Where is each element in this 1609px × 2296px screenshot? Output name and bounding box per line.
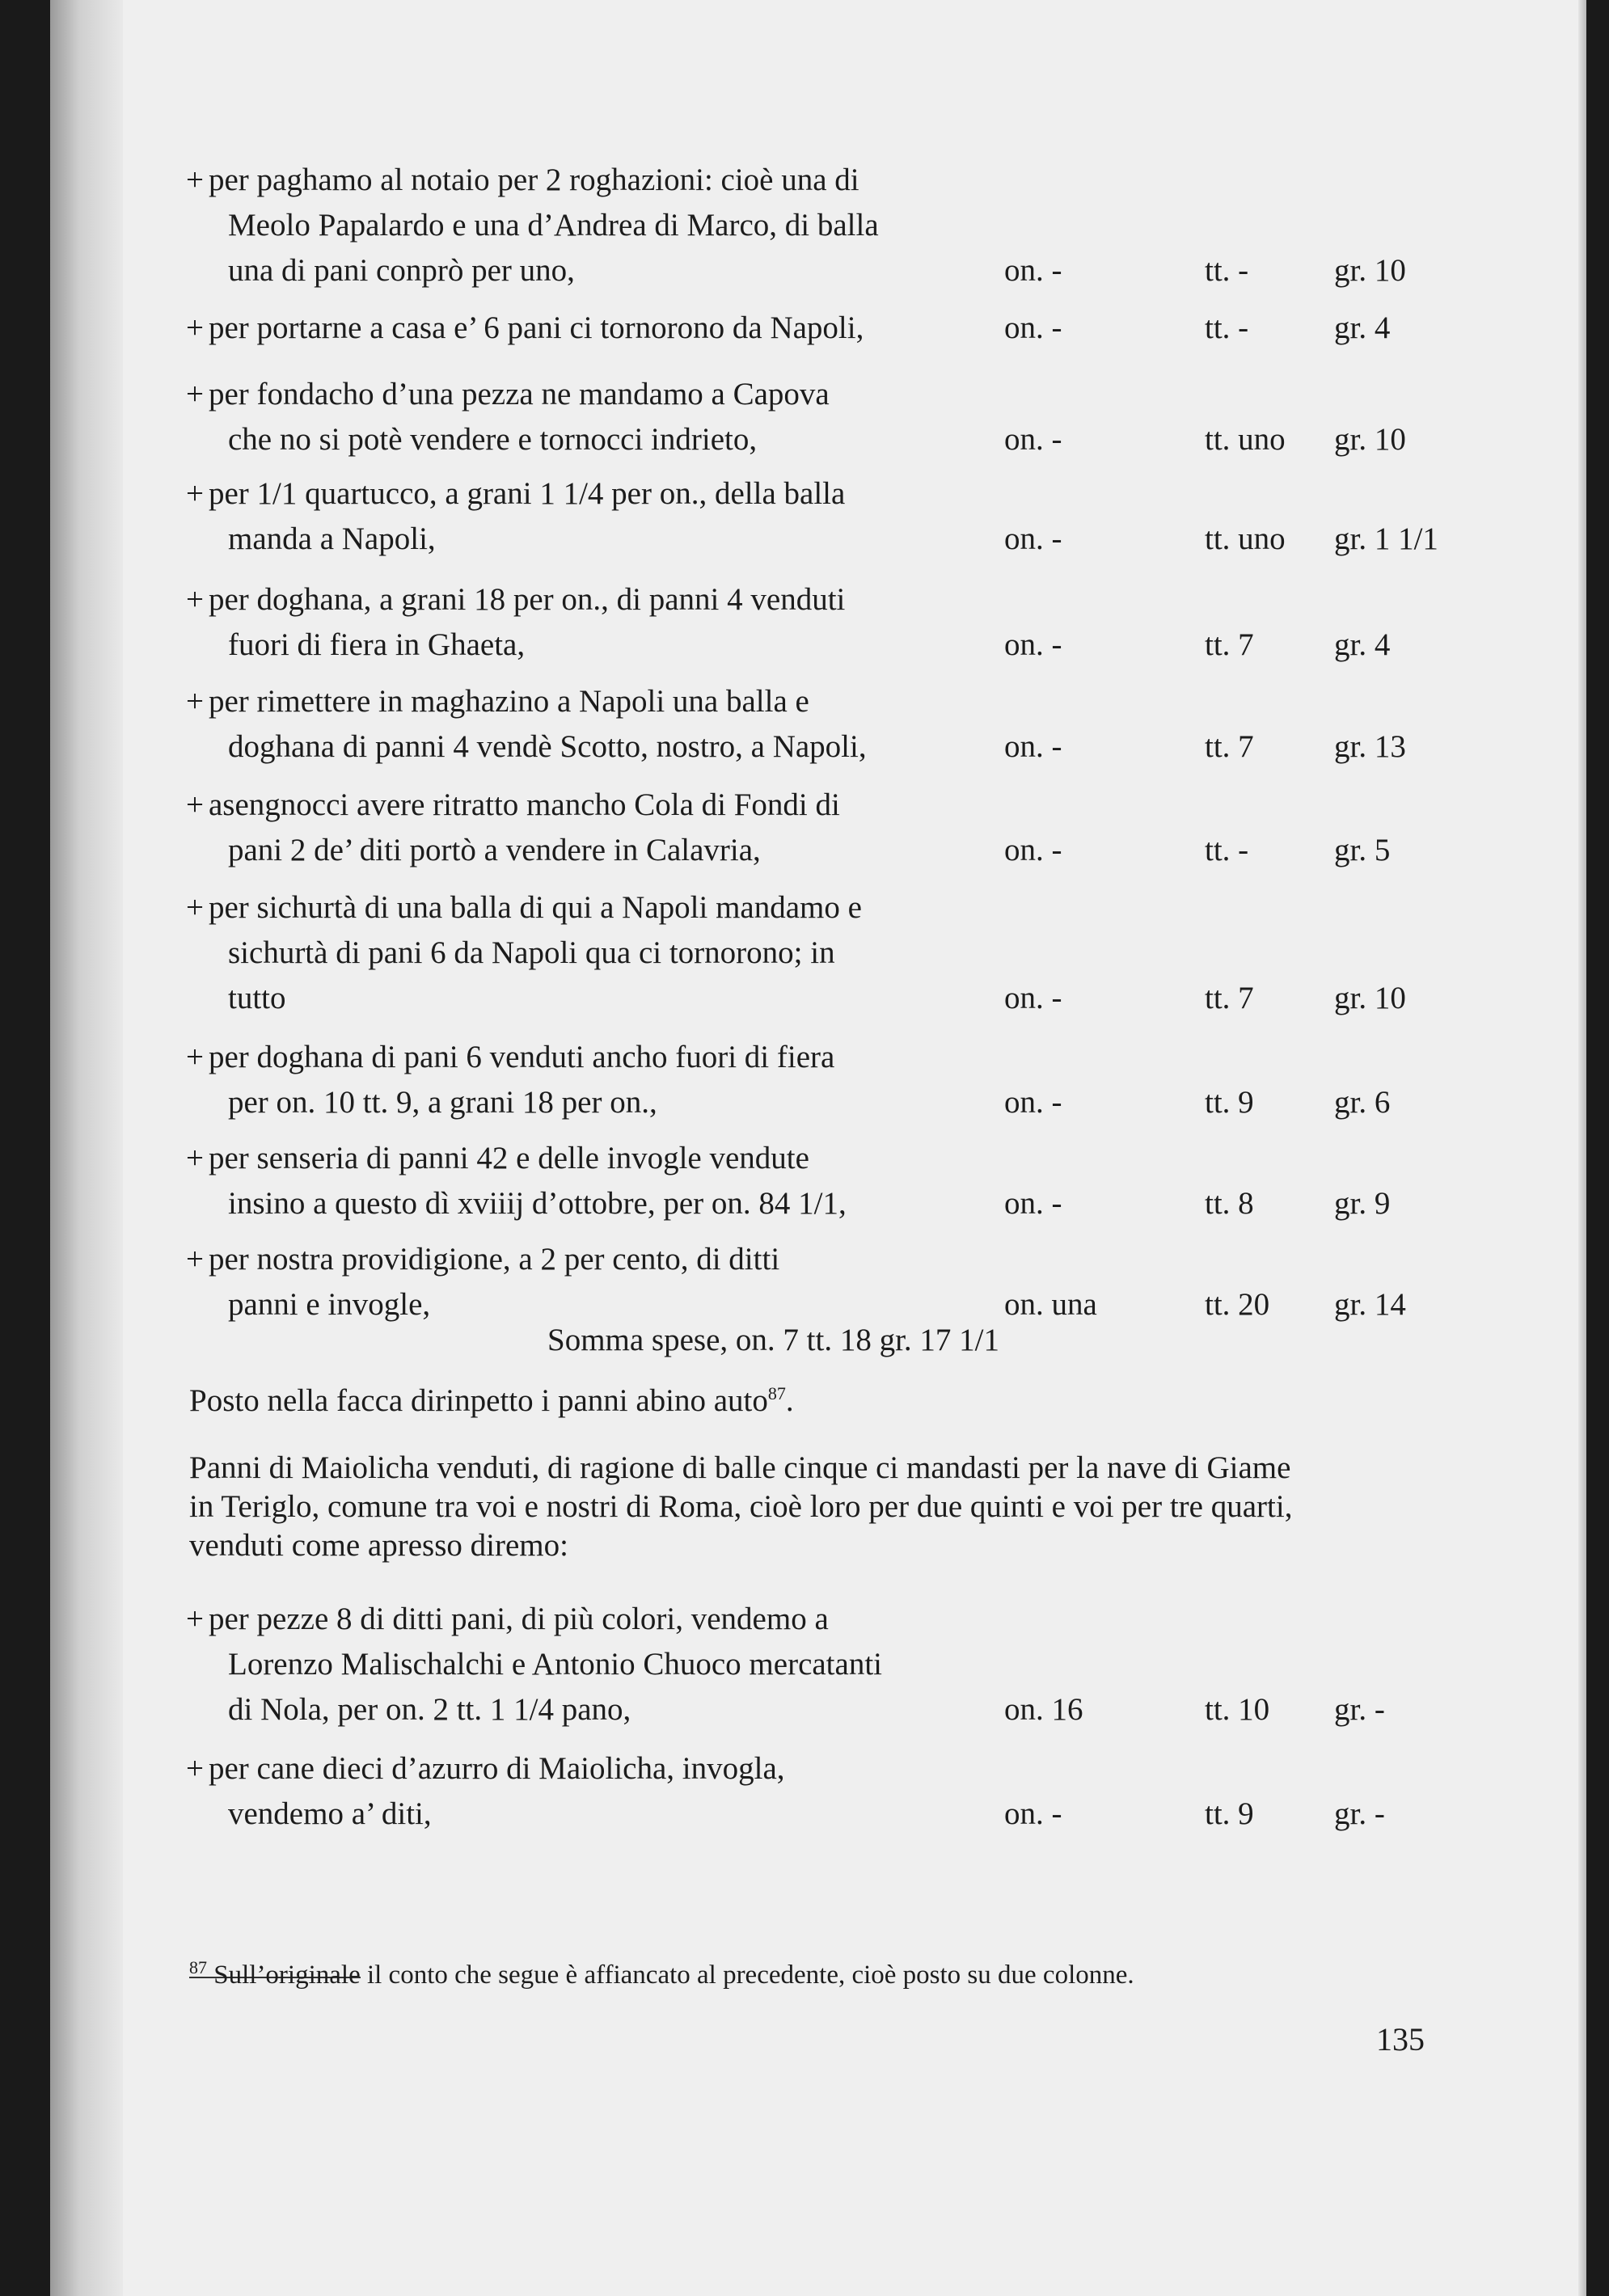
footnote-ref: 87 <box>767 1383 786 1403</box>
amount-on: on. - <box>1004 1796 1062 1831</box>
amount-gr: gr. 5 <box>1334 833 1391 867</box>
entry-line: per cane dieci d’azurro di Maiolicha, invogla, <box>209 1751 785 1786</box>
amount-gr: gr. 10 <box>1334 422 1406 457</box>
entry-line: una di pani conprò per uno, <box>228 253 575 288</box>
amount-gr: gr. - <box>1334 1796 1385 1831</box>
amount-tt: tt. 7 <box>1205 981 1254 1015</box>
amount-on: on. - <box>1004 521 1062 556</box>
entry-line: per 1/1 quartucco, a grani 1 1/4 per on., della balla <box>209 476 846 511</box>
amount-tt: tt. - <box>1205 833 1249 867</box>
amount-gr: gr. 4 <box>1334 310 1391 345</box>
amount-tt: tt. uno <box>1205 521 1286 556</box>
entry-line: che no si potè vendere e tornocci indrieto, <box>228 422 758 457</box>
amount-tt: tt. 7 <box>1205 627 1254 662</box>
plus-mark: + <box>186 476 204 511</box>
amount-on: on. - <box>1004 833 1062 867</box>
amount-tt: tt. 20 <box>1205 1287 1270 1322</box>
amount-gr: gr. 1 1/1 <box>1334 521 1438 556</box>
entry-line: manda a Napoli, <box>228 521 436 556</box>
plus-mark: + <box>186 1602 204 1636</box>
entry-line: Meolo Papalardo e una d’Andrea di Marco, di balla <box>228 208 879 243</box>
amount-on: on. - <box>1004 422 1062 457</box>
amount-on: on. - <box>1004 627 1062 662</box>
amount-tt: tt. - <box>1205 253 1249 288</box>
plus-mark: + <box>186 1751 204 1786</box>
page-number: 135 <box>1376 2021 1425 2058</box>
plus-mark: + <box>186 377 204 412</box>
entry-line: doghana di panni 4 vendè Scotto, nostro, a Napoli, <box>228 729 867 764</box>
plus-mark: + <box>186 787 204 822</box>
amount-gr: gr. 4 <box>1334 627 1391 662</box>
amount-tt: tt. 9 <box>1205 1796 1254 1831</box>
amount-on: on. 16 <box>1004 1692 1083 1727</box>
plus-mark: + <box>186 1141 204 1175</box>
entry-line: tutto <box>228 981 286 1015</box>
amount-gr: gr. 9 <box>1334 1186 1391 1221</box>
entry-line: sichurtà di pani 6 da Napoli qua ci tornorono; in <box>228 935 835 970</box>
amount-gr: gr. 13 <box>1334 729 1406 764</box>
entry-line: per sichurtà di una balla di qui a Napoli mandamo e <box>209 890 862 925</box>
entry-line: per pezze 8 di ditti pani, di più colori, vendemo a <box>209 1602 829 1636</box>
amount-on: on. - <box>1004 729 1062 764</box>
plus-mark: + <box>186 1242 204 1277</box>
entry-line: per rimettere in maghazino a Napoli una balla e <box>209 684 809 719</box>
entry-line: per paghamo al notaio per 2 roghazioni: cioè una di <box>209 162 859 197</box>
amount-on: on. - <box>1004 1085 1062 1120</box>
entry-line: per nostra providigione, a 2 per cento, di ditti <box>209 1242 780 1277</box>
entry-line: vendemo a’ diti, <box>228 1796 432 1831</box>
amount-tt: tt. 7 <box>1205 729 1254 764</box>
entry-line: per on. 10 tt. 9, a grani 18 per on., <box>228 1085 657 1120</box>
amount-on: on. - <box>1004 1186 1062 1221</box>
plus-mark: + <box>186 582 204 617</box>
amount-gr: gr. 10 <box>1334 981 1406 1015</box>
footnote: $^{87}$ Sull’originale il conto che segue è affiancato al precedente, cioè posto su due colonne. <box>189 1957 1134 1990</box>
panni-paragraph-line-1: Panni di Maiolicha venduti, di ragione di balle cinque ci mandasti per la nave di Giame <box>189 1450 1291 1485</box>
entry-line: per fondacho d’una pezza ne mandamo a Capova <box>209 377 830 412</box>
amount-on: on. - <box>1004 253 1062 288</box>
entry-line: insino a questo dì xviiij d’ottobre, per on. 84 1/1, <box>228 1186 847 1221</box>
entry-line: per portarne a casa e’ 6 pani ci tornorono da Napoli, <box>209 310 864 345</box>
total-line: Somma spese, on. 7 tt. 18 gr. 17 1/1 <box>547 1323 999 1357</box>
amount-gr: gr. - <box>1334 1692 1385 1727</box>
entry-line: panni e invogle, <box>228 1287 431 1322</box>
entry-line: per doghana, a grani 18 per on., di panni 4 venduti <box>209 582 846 617</box>
panni-paragraph-line-3: venduti come apresso diremo: <box>189 1528 568 1563</box>
amount-tt: tt. - <box>1205 310 1249 345</box>
plus-mark: + <box>186 1040 204 1074</box>
book-page <box>50 0 1586 2296</box>
entry-line: di Nola, per on. 2 tt. 1 1/4 pano, <box>228 1692 631 1727</box>
plus-mark: + <box>186 310 204 345</box>
amount-tt: tt. 10 <box>1205 1692 1270 1727</box>
entry-line: Lorenzo Malischalchi e Antonio Chuoco mercatanti <box>228 1647 883 1682</box>
posto-line: Posto nella facca dirinpetto i panni abino auto$^{87}$. <box>189 1383 794 1418</box>
amount-tt: tt. 9 <box>1205 1085 1254 1120</box>
page-text <box>50 0 1586 2296</box>
footnote-number: 87 <box>189 1957 207 1977</box>
panni-paragraph-line-2: in Teriglo, comune tra voi e nostri di Roma, cioè loro per due quinti e voi per tre quarti, <box>189 1489 1293 1524</box>
amount-on: on. - <box>1004 981 1062 1015</box>
amount-gr: gr. 14 <box>1334 1287 1406 1322</box>
plus-mark: + <box>186 162 204 197</box>
entry-line: asengnocci avere ritratto mancho Cola di Fondi di <box>209 787 840 822</box>
amount-tt: tt. uno <box>1205 422 1286 457</box>
entry-line: pani 2 de’ diti portò a vendere in Calavria, <box>228 833 761 867</box>
amount-on: on. - <box>1004 310 1062 345</box>
amount-on: on. una <box>1004 1287 1097 1322</box>
entry-line: per doghana di pani 6 venduti ancho fuori di fiera <box>209 1040 835 1074</box>
amount-tt: tt. 8 <box>1205 1186 1254 1221</box>
entry-line: per senseria di panni 42 e delle invogle vendute <box>209 1141 809 1175</box>
plus-mark: + <box>186 890 204 925</box>
plus-mark: + <box>186 684 204 719</box>
amount-gr: gr. 6 <box>1334 1085 1391 1120</box>
amount-gr: gr. 10 <box>1334 253 1406 288</box>
entry-line: fuori di fiera in Ghaeta, <box>228 627 526 662</box>
